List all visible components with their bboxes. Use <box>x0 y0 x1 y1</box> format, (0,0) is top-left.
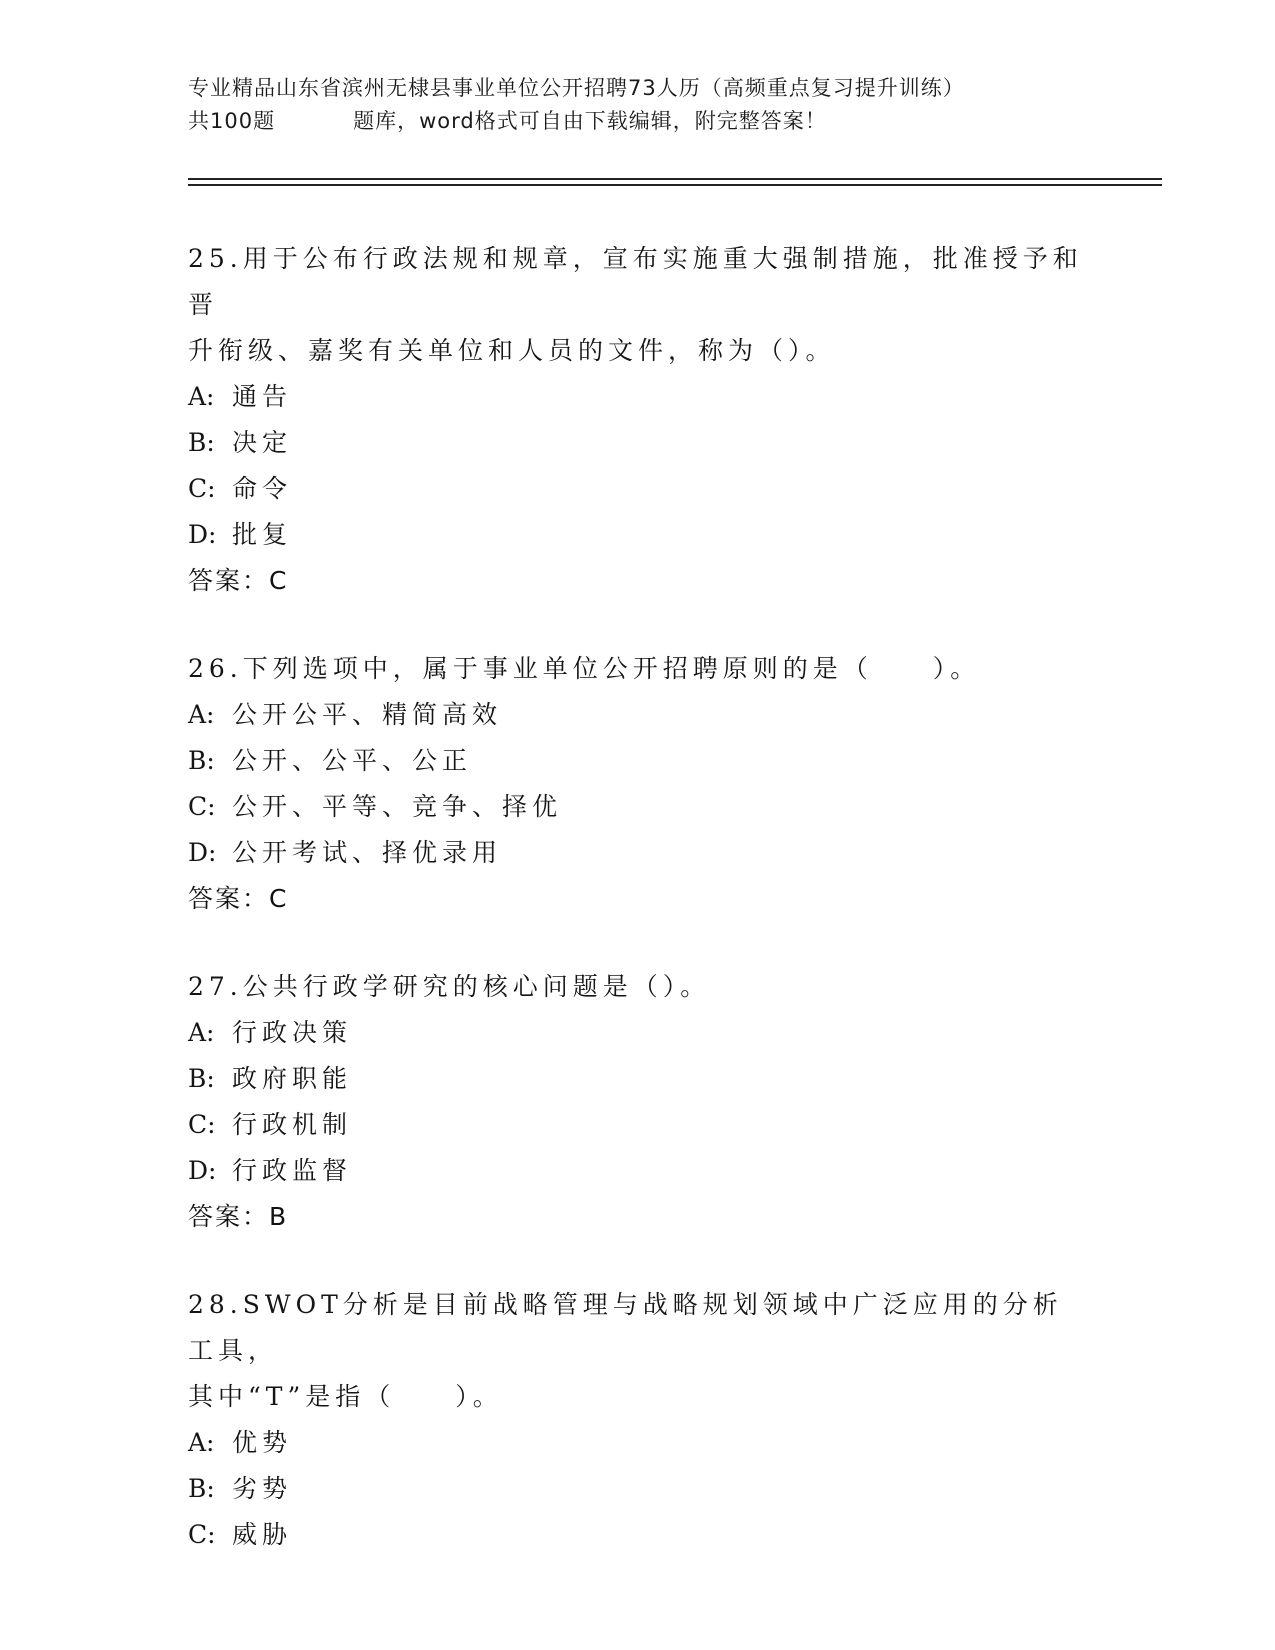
header-divider-bottom <box>188 184 1162 186</box>
question-list <box>188 236 1088 1600</box>
option-text: 行政决策 <box>232 1018 353 1047</box>
option-text: 行政监督 <box>232 1156 353 1185</box>
question-stem-line: 27.公共行政学研究的核心问题是（）。 <box>188 972 711 1001</box>
option-text: 行政机制 <box>232 1110 353 1139</box>
answer-line: 答案：C <box>188 884 289 913</box>
option-text: 通告 <box>232 382 293 411</box>
option-key: B: <box>188 1474 215 1503</box>
answer-option <box>188 738 1088 784</box>
option-key: B: <box>188 746 215 775</box>
header-subtitle-line <box>188 105 1108 138</box>
question-stem-line: 其中“T”是指（ ）。 <box>188 1382 503 1411</box>
option-key: B: <box>188 428 215 457</box>
option-text: 威胁 <box>232 1520 293 1549</box>
answer-option <box>188 784 1088 830</box>
option-key: B: <box>188 1064 215 1093</box>
answer-option <box>188 374 1088 420</box>
answer-option <box>188 830 1088 876</box>
option-text: 批复 <box>232 520 293 549</box>
header-title-line: 专业精品山东省滨州无棣县事业单位公开招聘73人历（高频重点复习提升训练） <box>188 76 965 100</box>
question-stem-line: 升衔级、嘉奖有关单位和人员的文件，称为（）。 <box>188 336 836 365</box>
answer-option <box>188 1420 1088 1466</box>
option-key: A: <box>188 1428 215 1457</box>
question-block <box>188 964 1088 1240</box>
option-text: 优势 <box>232 1428 293 1457</box>
option-text: 政府职能 <box>232 1064 353 1093</box>
answer-option <box>188 1512 1088 1558</box>
option-key: A: <box>188 700 215 729</box>
option-key: C: <box>188 792 216 821</box>
option-text: 命令 <box>232 474 293 503</box>
question-stem-line: 26.下列选项中，属于事业单位公开招聘原则的是（ ）。 <box>188 654 981 683</box>
answer-option <box>188 512 1088 558</box>
option-text: 决定 <box>232 428 293 457</box>
option-text: 公开考试、择优录用 <box>232 838 503 867</box>
document-header <box>188 72 1108 138</box>
option-key: C: <box>188 1520 216 1549</box>
question-stem-line: 28.SWOT分析是目前战略管理与战略规划领域中广泛应用的分析工具， <box>188 1290 1063 1365</box>
option-text: 公开公平、精简高效 <box>232 700 503 729</box>
header-question-count: 共100题 <box>188 109 276 133</box>
answer-option <box>188 1148 1088 1194</box>
option-text: 公开、公平、公正 <box>232 746 473 775</box>
option-key: D: <box>188 838 217 867</box>
option-text: 公开、平等、竞争、择优 <box>232 792 563 821</box>
question-block <box>188 646 1088 922</box>
option-key: C: <box>188 1110 216 1139</box>
answer-line: 答案：C <box>188 566 289 595</box>
question-block <box>188 1282 1088 1558</box>
question-stem-line: 25.用于公布行政法规和规章，宣布实施重大强制措施，批准授予和晋 <box>188 244 1083 319</box>
answer-option <box>188 1010 1088 1056</box>
option-key: C: <box>188 474 216 503</box>
answer-option <box>188 466 1088 512</box>
option-text: 劣势 <box>232 1474 293 1503</box>
header-divider-top <box>188 178 1162 180</box>
answer-option <box>188 420 1088 466</box>
option-key: D: <box>188 520 217 549</box>
answer-option <box>188 1102 1088 1148</box>
answer-option <box>188 1056 1088 1102</box>
answer-option <box>188 1466 1088 1512</box>
answer-option <box>188 692 1088 738</box>
answer-line: 答案：B <box>188 1202 289 1231</box>
question-block <box>188 236 1088 604</box>
option-key: D: <box>188 1156 217 1185</box>
option-key: A: <box>188 382 215 411</box>
header-description: 题库，word格式可自由下载编辑，附完整答案！ <box>353 109 827 133</box>
option-key: A: <box>188 1018 215 1047</box>
